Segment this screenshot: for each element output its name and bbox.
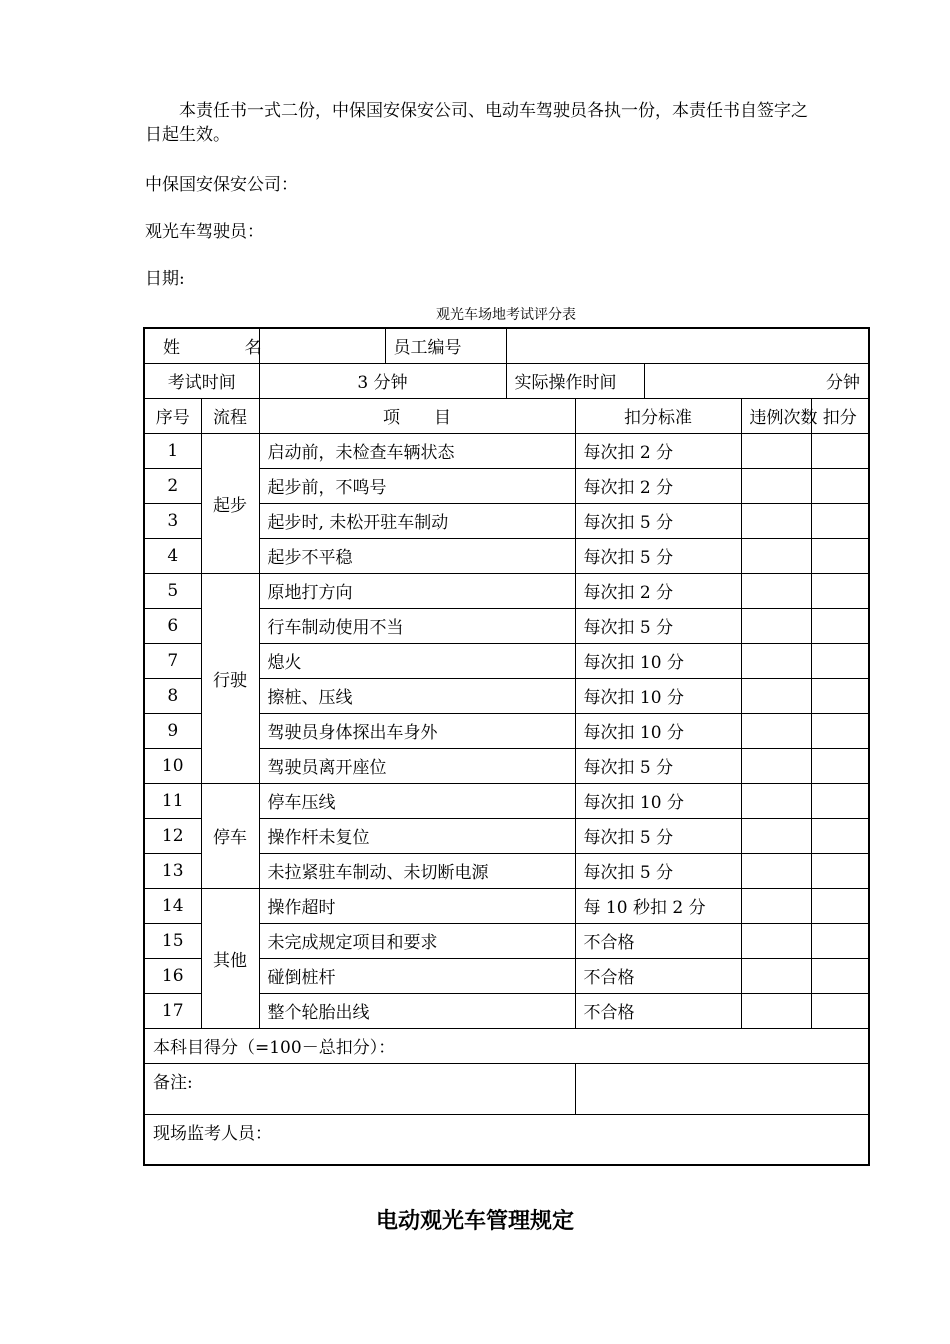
- row-standard: 每次扣 5 分: [575, 853, 741, 888]
- row-item: 驾驶员身体探出车身外: [259, 713, 575, 748]
- row-item: 起步时, 未松开驻车制动: [259, 503, 575, 538]
- violations-cell[interactable]: [741, 888, 811, 923]
- table-row: [144, 433, 869, 468]
- table-row: [144, 573, 869, 608]
- row-item: 未拉紧驻车制动、未切断电源: [259, 853, 575, 888]
- row-standard: 每次扣 5 分: [575, 818, 741, 853]
- row-standard: 不合格: [575, 958, 741, 993]
- deduction-cell[interactable]: [811, 608, 869, 643]
- exam-score-table: [143, 327, 870, 1166]
- row-standard: 每次扣 2 分: [575, 433, 741, 468]
- row-item: 行车制动使用不当: [259, 608, 575, 643]
- row-item: 未完成规定项目和要求: [259, 923, 575, 958]
- row-item: 熄火: [259, 643, 575, 678]
- row-no: 2: [144, 468, 201, 503]
- row-standard: 每次扣 10 分: [575, 783, 741, 818]
- row-no: 15: [144, 923, 201, 958]
- remarks-label[interactable]: 备注:: [144, 1063, 575, 1114]
- row-standard: 每次扣 5 分: [575, 538, 741, 573]
- row-no: 1: [144, 433, 201, 468]
- deduction-cell[interactable]: [811, 818, 869, 853]
- stage-start: 起步: [201, 433, 259, 573]
- row-no: 7: [144, 643, 201, 678]
- employee-id-label: 员工编号: [385, 328, 506, 363]
- header-stage: 流程: [201, 398, 259, 433]
- row-no: 5: [144, 573, 201, 608]
- violations-cell[interactable]: [741, 468, 811, 503]
- employee-id-field[interactable]: [506, 328, 869, 363]
- row-standard: 每次扣 2 分: [575, 573, 741, 608]
- score-label[interactable]: 本科目得分（=100－总扣分）：: [144, 1028, 869, 1063]
- exam-time-value: 3 分钟: [259, 363, 506, 398]
- row-item: 起步前，不鸣号: [259, 468, 575, 503]
- row-no: 14: [144, 888, 201, 923]
- deduction-cell[interactable]: [811, 538, 869, 573]
- driver-signature-label: 观光车驾驶员：: [145, 222, 264, 242]
- row-item: 起步不平稳: [259, 538, 575, 573]
- violations-cell[interactable]: [741, 748, 811, 783]
- violations-cell[interactable]: [741, 783, 811, 818]
- deduction-cell[interactable]: [811, 958, 869, 993]
- row-standard: 每次扣 5 分: [575, 503, 741, 538]
- row-no: 4: [144, 538, 201, 573]
- row-item: 碰倒桩杆: [259, 958, 575, 993]
- row-item: 操作超时: [259, 888, 575, 923]
- row-no: 16: [144, 958, 201, 993]
- header-standard: 扣分标准: [575, 398, 741, 433]
- row-no: 8: [144, 678, 201, 713]
- row-no: 3: [144, 503, 201, 538]
- deduction-cell[interactable]: [811, 853, 869, 888]
- row-no: 11: [144, 783, 201, 818]
- deduction-cell[interactable]: [811, 923, 869, 958]
- deduction-cell[interactable]: [811, 783, 869, 818]
- deduction-cell[interactable]: [811, 993, 869, 1028]
- deduction-cell[interactable]: [811, 468, 869, 503]
- row-standard: 每次扣 10 分: [575, 643, 741, 678]
- row-no: 9: [144, 713, 201, 748]
- stage-stop: 停车: [201, 783, 259, 888]
- row-standard: 不合格: [575, 993, 741, 1028]
- row-no: 6: [144, 608, 201, 643]
- violations-cell[interactable]: [741, 923, 811, 958]
- row-standard: 每 10 秒扣 2 分: [575, 888, 741, 923]
- deduction-cell[interactable]: [811, 678, 869, 713]
- violations-cell[interactable]: [741, 818, 811, 853]
- header-deduction: 扣分: [811, 398, 869, 433]
- deduction-cell[interactable]: [811, 503, 869, 538]
- row-no: 13: [144, 853, 201, 888]
- violations-cell[interactable]: [741, 503, 811, 538]
- deduction-cell[interactable]: [811, 643, 869, 678]
- actual-time-label: 实际操作时间: [506, 363, 644, 398]
- deduction-cell[interactable]: [811, 433, 869, 468]
- violations-cell[interactable]: [741, 433, 811, 468]
- table-row: [144, 783, 869, 818]
- actual-time-field[interactable]: 分钟: [644, 363, 869, 398]
- row-no: 12: [144, 818, 201, 853]
- row-no: 17: [144, 993, 201, 1028]
- violations-cell[interactable]: [741, 713, 811, 748]
- responsibility-statement: 本责任书一式二份，中保国安保安公司、电动车驾驶员各执一份，本责任书自签字之日起生效。: [145, 101, 808, 145]
- stage-other: 其他: [201, 888, 259, 1028]
- violations-cell[interactable]: [741, 643, 811, 678]
- violations-cell[interactable]: [741, 678, 811, 713]
- date-label: 日期:: [145, 269, 185, 289]
- table-row: [144, 888, 869, 923]
- row-item: 停车压线: [259, 783, 575, 818]
- header-no: 序号: [144, 398, 201, 433]
- header-item: 项 目: [259, 398, 575, 433]
- violations-cell[interactable]: [741, 608, 811, 643]
- row-item: 驾驶员离开座位: [259, 748, 575, 783]
- violations-cell[interactable]: [741, 538, 811, 573]
- deduction-cell[interactable]: [811, 888, 869, 923]
- exam-time-label: 考试时间: [144, 363, 259, 398]
- row-item: 擦桩、压线: [259, 678, 575, 713]
- deduction-cell[interactable]: [811, 713, 869, 748]
- name-label: 姓 名: [144, 328, 259, 363]
- row-no: 10: [144, 748, 201, 783]
- violations-cell[interactable]: [741, 573, 811, 608]
- row-item: 原地打方向: [259, 573, 575, 608]
- remarks-field[interactable]: [575, 1063, 869, 1114]
- violations-cell[interactable]: [741, 958, 811, 993]
- row-standard: 每次扣 5 分: [575, 608, 741, 643]
- row-standard: 每次扣 5 分: [575, 748, 741, 783]
- section-heading: 电动观光车管理规定: [375, 1209, 574, 1234]
- table-title: 观光车场地考试评分表: [436, 307, 576, 323]
- row-item: 启动前，未检查车辆状态: [259, 433, 575, 468]
- row-item: 操作杆未复位: [259, 818, 575, 853]
- row-standard: 每次扣 10 分: [575, 713, 741, 748]
- supervisor-label[interactable]: 现场监考人员：: [144, 1114, 869, 1165]
- row-standard: 不合格: [575, 923, 741, 958]
- row-item: 整个轮胎出线: [259, 993, 575, 1028]
- row-standard: 每次扣 10 分: [575, 678, 741, 713]
- row-standard: 每次扣 2 分: [575, 468, 741, 503]
- violations-cell[interactable]: [741, 853, 811, 888]
- violations-cell[interactable]: [741, 993, 811, 1028]
- deduction-cell[interactable]: [811, 573, 869, 608]
- header-violations: 违例次数: [741, 398, 811, 433]
- deduction-cell[interactable]: [811, 748, 869, 783]
- company-signature-label: 中保国安保安公司：: [145, 175, 298, 195]
- stage-driving: 行驶: [201, 573, 259, 783]
